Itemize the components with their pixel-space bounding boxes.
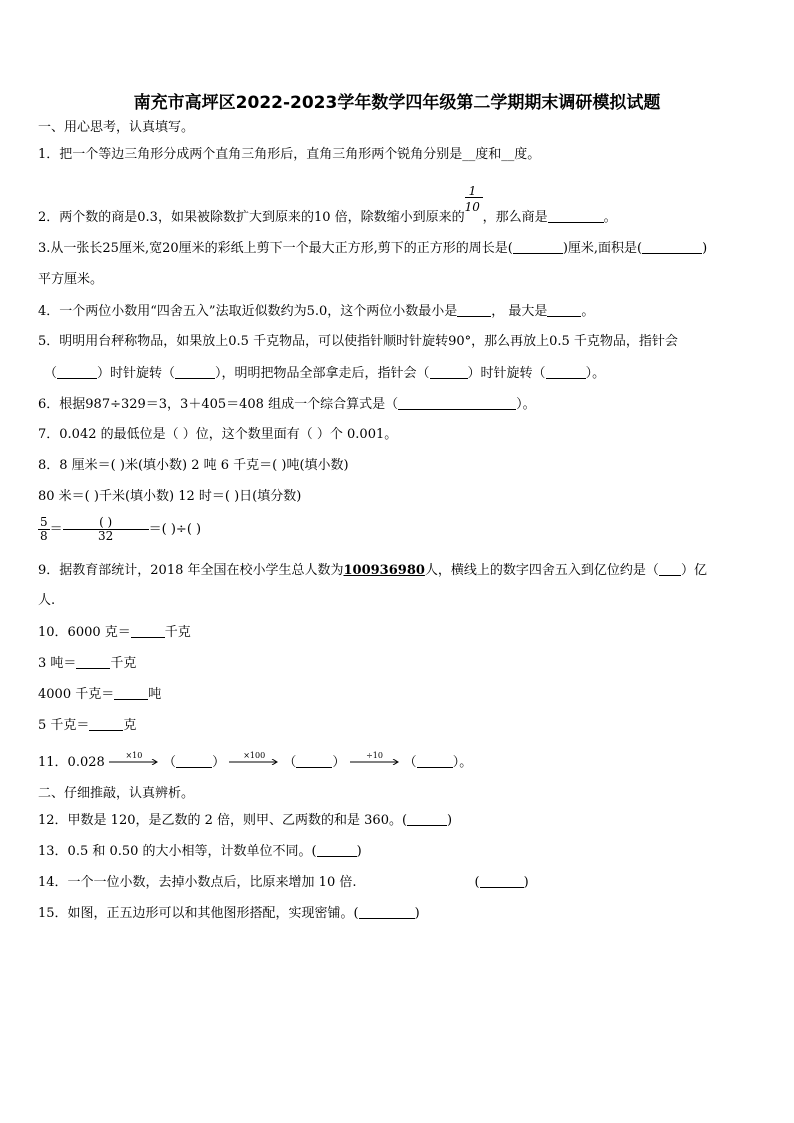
question-13 <box>38 843 362 860</box>
fraction-numerator: 1 <box>468 184 477 198</box>
question-4 <box>38 303 594 320</box>
question-9-text-c: ）亿 <box>680 563 707 578</box>
page-title: 南充市高坪区2022-2023学年数学四年级第二学期期末调研模拟试题 <box>133 93 661 113</box>
question-11-start: 11．0.028 <box>38 755 105 770</box>
fraction-bar <box>465 197 483 198</box>
question-10-text: 3 吨＝ <box>38 656 77 671</box>
question-9-text-b: 人，横线上的数字四舍五入到亿位约是（ <box>424 563 659 578</box>
arrow-times-10 <box>109 751 159 768</box>
question-9-text-a: 9．据教育部统计，2018 年全国在校小学生总人数为 <box>38 563 344 578</box>
question-10-text: 4000 千克＝ <box>38 687 115 702</box>
question-6 <box>38 396 536 413</box>
fraction-numerator[interactable]: ( ) <box>63 516 149 530</box>
right-arrow-icon <box>350 759 400 765</box>
answer-blank[interactable] <box>114 686 148 700</box>
underlined-number: 100936980 <box>343 563 425 578</box>
right-arrow-icon <box>109 759 159 765</box>
paren: ) <box>523 875 529 890</box>
answer-blank[interactable] <box>398 396 516 410</box>
fraction-denominator: 8 <box>40 529 48 543</box>
question-6-text-b: ）。 <box>516 397 536 412</box>
answer-blank[interactable] <box>480 874 524 888</box>
answer-blank[interactable] <box>548 209 604 223</box>
question-5-continued <box>44 365 605 382</box>
question-2-text-c: 。 <box>603 210 617 225</box>
question-13-text: 13．0.5 和 0.50 的大小相等，计数单位不同。( <box>38 844 317 859</box>
answer-blank[interactable] <box>513 240 563 254</box>
question-3-continued: 平方厘米。 <box>38 272 104 287</box>
answer-blank[interactable] <box>457 303 491 317</box>
question-12-text: 12．甲数是 120，是乙数的 2 倍，则甲、乙两数的和是 360。( <box>38 813 408 828</box>
answer-blank[interactable] <box>359 905 415 919</box>
question-14-text: 14．一个一位小数，去掉小数点后，比原来增加 10 倍. <box>38 875 357 890</box>
paren: （ <box>283 755 297 770</box>
question-3 <box>38 240 707 257</box>
arrow-label: ×100 <box>243 751 266 760</box>
fraction-denominator: 32 <box>98 529 114 543</box>
answer-blank[interactable] <box>317 843 357 857</box>
section-1-heading: 一、用心思考，认真填写。 <box>38 120 195 135</box>
question-3-text-c: ) <box>702 241 708 256</box>
paren: ) <box>356 844 362 859</box>
question-10-text: 10．6000 克＝ <box>38 625 131 640</box>
question-2-text-a: 2．两个数的商是0.3，如果被除数扩大到原来的10 倍，除数缩小到原来的 <box>38 210 465 225</box>
answer-blank[interactable] <box>417 754 453 768</box>
paren: （ <box>44 366 58 381</box>
arrow-divide-10 <box>350 751 400 768</box>
answer-blank[interactable] <box>175 365 215 379</box>
question-8-line-3 <box>38 516 201 543</box>
question-8-text: ＝( )÷( ) <box>148 522 202 537</box>
answer-blank[interactable] <box>57 365 97 379</box>
answer-blank[interactable] <box>430 365 468 379</box>
question-5: 5．明明用台秤称物品，如果放上0.5 千克物品，可以使指针顺时针旋转90°，那么再放上0.5 千克物品，指针会 <box>38 334 678 349</box>
answer-blank[interactable] <box>296 754 332 768</box>
answer-blank[interactable] <box>659 562 681 576</box>
question-7: 7．0.042 的最低位是（ ）位，这个数里面有（ ）个 0.001。 <box>38 427 398 442</box>
question-2 <box>38 184 617 226</box>
question-5-text: ），明明把物品全部拿走后，指针会（ <box>215 366 430 381</box>
unit-label: 千克 <box>110 656 137 671</box>
question-11 <box>38 751 473 771</box>
unit-label: 吨 <box>148 687 162 702</box>
question-10-line-3 <box>38 686 161 703</box>
fraction-denominator: 10 <box>464 200 480 214</box>
answer-blank[interactable] <box>547 303 581 317</box>
answer-blank[interactable] <box>407 812 447 826</box>
answer-blank[interactable] <box>546 365 586 379</box>
answer-blank[interactable] <box>89 717 123 731</box>
question-15 <box>38 905 420 922</box>
question-1: 1．把一个等边三角形分成两个直角三角形后，直角三角形两个锐角分别是__度和__度。 <box>38 147 541 162</box>
answer-blank[interactable] <box>131 624 165 638</box>
question-5-text: ）时针旋转（ <box>97 366 176 381</box>
question-6-text-a: 6．根据987÷329＝3，3＋405＝408 组成一个综合算式是（ <box>38 397 399 412</box>
section-2-heading: 二、仔细推敲，认真辨析。 <box>38 786 195 801</box>
question-10-line-4 <box>38 717 136 734</box>
paren: ） <box>452 755 460 770</box>
question-10-line-1 <box>38 624 191 641</box>
question-2-fraction <box>464 184 483 221</box>
unit-label: 千克 <box>164 625 191 640</box>
paren: （ <box>163 755 177 770</box>
question-9 <box>38 562 707 579</box>
arrow-label: ÷10 <box>366 751 383 760</box>
question-8-line-2: 80 米＝( )千米(填小数) 12 时＝( )日(填分数) <box>38 489 302 504</box>
fraction-5-8 <box>38 516 50 543</box>
paren: ） <box>332 755 346 770</box>
fraction-blank-32 <box>63 516 149 543</box>
question-10-line-2 <box>38 655 136 672</box>
equals-sign: ＝ <box>49 522 63 537</box>
fraction-numerator: 5 <box>40 515 48 529</box>
question-8-line-1: 8．8 厘米＝( )米(填小数) 2 吨 6 千克＝( )吨(填小数) <box>38 458 349 473</box>
answer-blank[interactable] <box>642 240 702 254</box>
paren: ( <box>474 875 480 890</box>
question-5-text: ）。 <box>585 366 606 381</box>
question-4-text-c: 。 <box>581 304 595 319</box>
answer-blank[interactable] <box>76 655 110 669</box>
answer-blank[interactable] <box>176 754 212 768</box>
arrow-times-100 <box>229 751 279 768</box>
question-3-text-b: )厘米,面积是( <box>562 241 643 256</box>
paren: ） <box>212 755 226 770</box>
paren: （ <box>403 755 417 770</box>
unit-label: 克 <box>123 718 137 733</box>
question-14 <box>38 874 529 891</box>
question-5-text: ）时针旋转（ <box>467 366 546 381</box>
question-3-text-a: 3.从一张长25厘米,宽20厘米的彩纸上剪下一个最大正方形,剪下的正方形的周长是( <box>38 241 513 256</box>
period: 。 <box>459 755 473 770</box>
question-9-continued: 人. <box>38 593 56 608</box>
question-12 <box>38 812 452 829</box>
question-4-text-a: 4．一个两位小数用“四舍五入”法取近似数约为5.0，这个两位小数最小是 <box>38 304 458 319</box>
question-10-text: 5 千克＝ <box>38 718 90 733</box>
question-2-text-b: ，那么商是 <box>482 210 548 225</box>
paren: ) <box>414 906 420 921</box>
right-arrow-icon <box>229 759 279 765</box>
arrow-label: ×10 <box>125 751 143 760</box>
paren: ) <box>447 813 453 828</box>
question-4-text-b: ， 最大是 <box>491 304 548 319</box>
question-15-text: 15．如图，正五边形可以和其他图形搭配，实现密铺。( <box>38 906 359 921</box>
